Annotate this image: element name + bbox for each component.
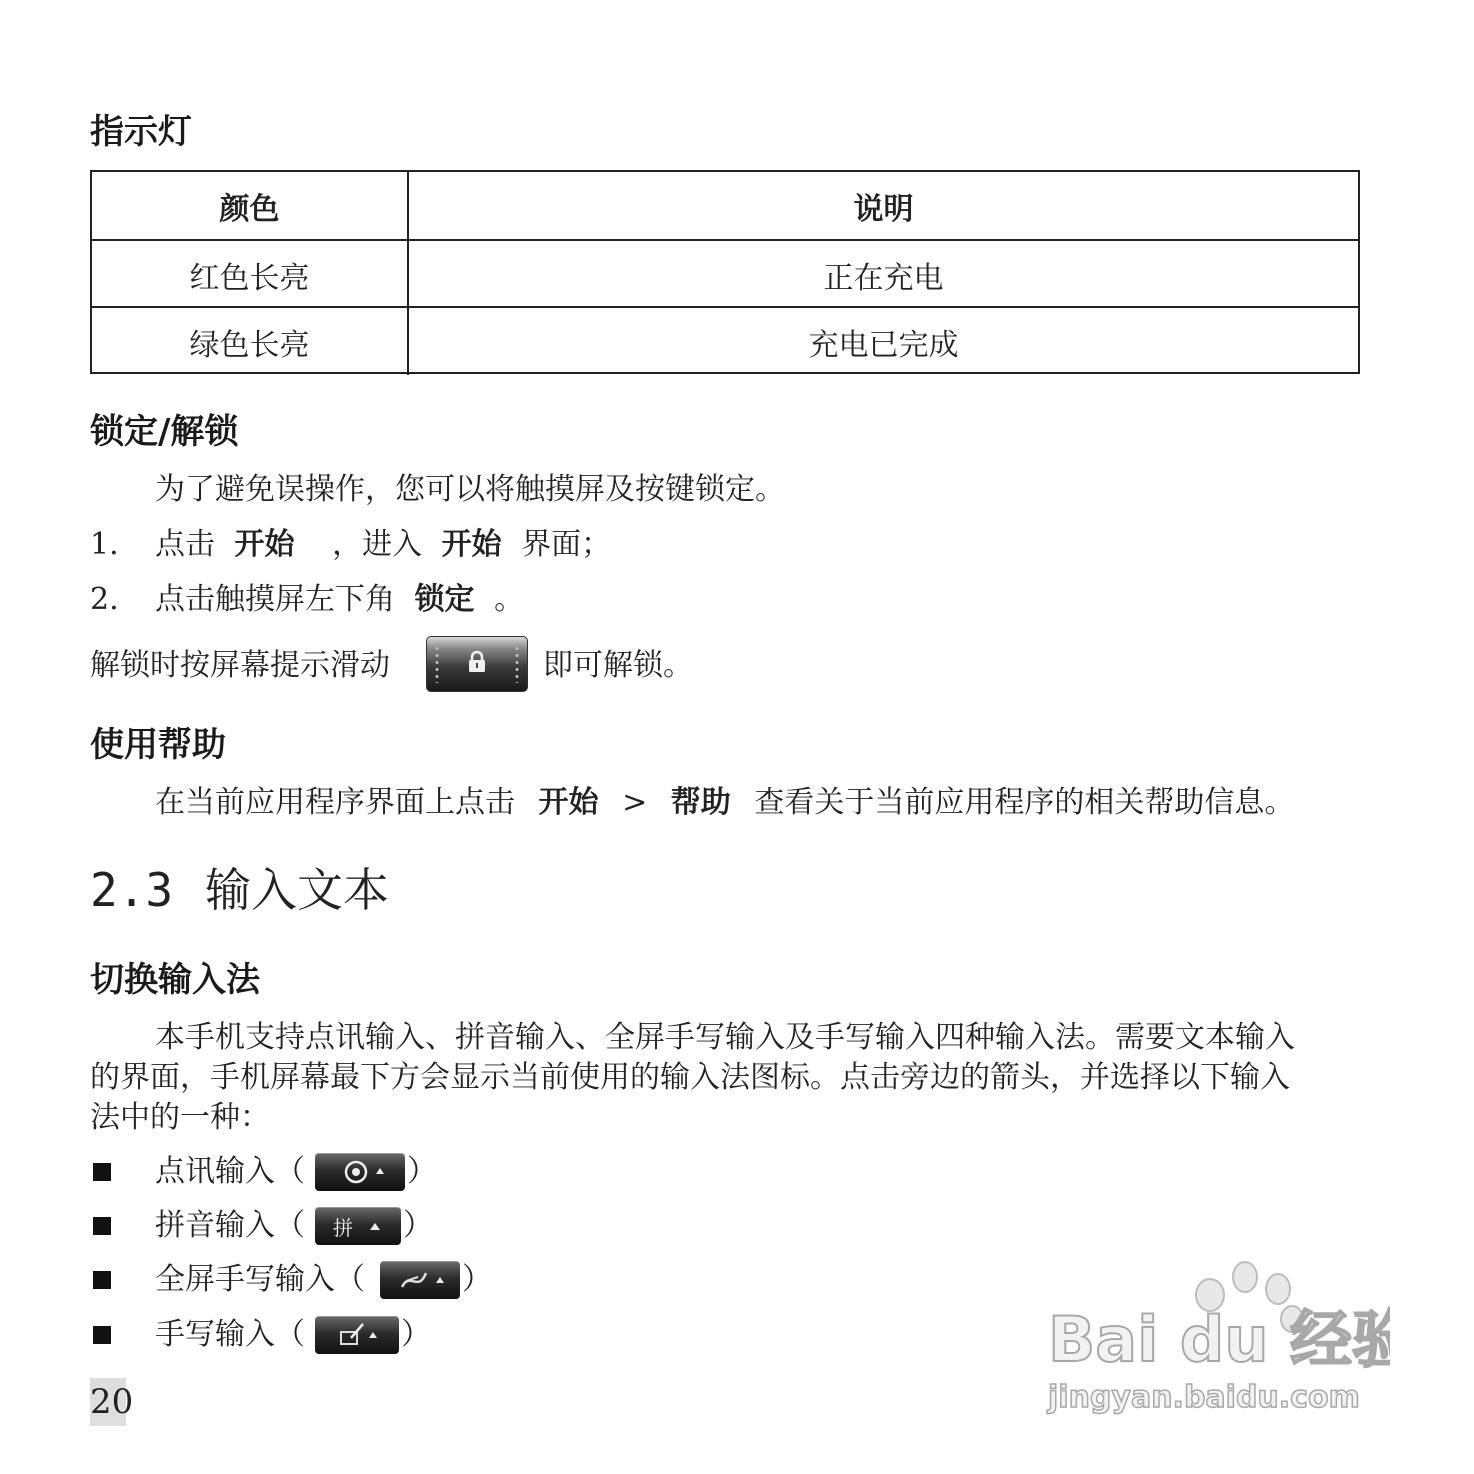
help-paragraph xyxy=(155,783,1294,823)
section-title: 输入文本 xyxy=(205,863,389,917)
indicator-table xyxy=(90,170,1360,374)
table-cell: 绿色长亮 xyxy=(189,327,310,363)
separator-arrow: > xyxy=(622,785,648,820)
list-item-close: ） xyxy=(401,1317,431,1352)
table-row xyxy=(92,239,1358,308)
lock-step-2 xyxy=(155,580,524,620)
input-method-paragraph-line: 本手机支持点讯输入、拼音输入、全屏手写输入及手写输入四种输入法。需要文本输入 xyxy=(155,1020,1295,1055)
section-number: 2.3 xyxy=(90,863,174,917)
list-item-label: 点讯输入（ xyxy=(155,1154,305,1189)
fullscreen-handwriting-icon xyxy=(380,1261,460,1299)
bullet-square xyxy=(93,1163,111,1181)
page-number: 20 xyxy=(90,1378,126,1426)
indicator-heading: 指示灯 xyxy=(90,112,192,152)
start-label: 开始 xyxy=(441,527,502,562)
step-text: 点击触摸屏左下角 xyxy=(155,582,395,617)
watermark-brand: Bai du 经验 xyxy=(1048,1303,1390,1376)
lock-step-1-number: 1. xyxy=(90,527,119,562)
pinyin-icon xyxy=(315,1207,401,1245)
unlock-text-after: 即可解锁。 xyxy=(543,648,693,683)
lock-icon xyxy=(467,650,487,674)
watermark-url: jingyan.baidu.com xyxy=(1048,1380,1360,1415)
bullet-square xyxy=(93,1326,111,1344)
input-method-paragraph-line: 法中的一种： xyxy=(90,1100,270,1135)
help-heading: 使用帮助 xyxy=(90,725,226,765)
step-text: 界面； xyxy=(521,527,612,562)
lock-heading: 锁定/解锁 xyxy=(90,412,239,452)
list-item-close: ） xyxy=(407,1154,437,1189)
table-cell: 充电已完成 xyxy=(808,327,959,363)
list-item-label: 拼音输入（ xyxy=(155,1208,305,1243)
list-item-label: 全屏手写输入（ xyxy=(155,1262,365,1297)
dianxun-icon xyxy=(315,1153,405,1191)
list-item-close: ） xyxy=(462,1262,492,1297)
list-item-label: 手写输入（ xyxy=(155,1317,305,1352)
start-label: 开始 xyxy=(234,527,295,562)
start-label: 开始 xyxy=(538,785,599,820)
help-text: 在当前应用程序界面上点击 xyxy=(155,785,515,820)
lock-step-1 xyxy=(155,525,611,565)
table-cell: 红色长亮 xyxy=(189,260,310,296)
lock-step-2-number: 2. xyxy=(90,582,119,617)
table-header-color: 颜色 xyxy=(219,191,280,227)
lock-intro: 为了避免误操作，您可以将触摸屏及按键锁定。 xyxy=(155,472,785,507)
bullet-square xyxy=(93,1217,111,1235)
list-item-close: ） xyxy=(403,1208,433,1243)
step-text: 点击 xyxy=(155,527,215,562)
unlock-text-before: 解锁时按屏幕提示滑动 xyxy=(90,648,390,683)
table-row xyxy=(92,306,1358,375)
input-method-paragraph-line: 的界面，手机屏幕最下方会显示当前使用的输入法图标。点击旁边的箭头，并选择以下输入 xyxy=(90,1060,1290,1095)
table-header-description: 说明 xyxy=(853,191,914,227)
handwriting-icon xyxy=(315,1316,399,1354)
help-text: 查看关于当前应用程序的相关帮助信息。 xyxy=(754,785,1295,820)
help-label: 帮助 xyxy=(670,785,731,820)
table-header-row xyxy=(92,172,1358,239)
step-text: ，进入 xyxy=(332,527,423,562)
step-text: 。 xyxy=(494,582,525,617)
table-cell: 正在充电 xyxy=(823,260,944,296)
baidu-jingyan-watermark xyxy=(1040,1255,1390,1425)
input-method-heading: 切换输入法 xyxy=(90,960,260,1000)
lock-slider-icon xyxy=(426,636,528,692)
pinyin-icon-text: 拼 xyxy=(333,1215,353,1240)
bullet-square xyxy=(93,1271,111,1289)
lock-label: 锁定 xyxy=(414,582,475,617)
